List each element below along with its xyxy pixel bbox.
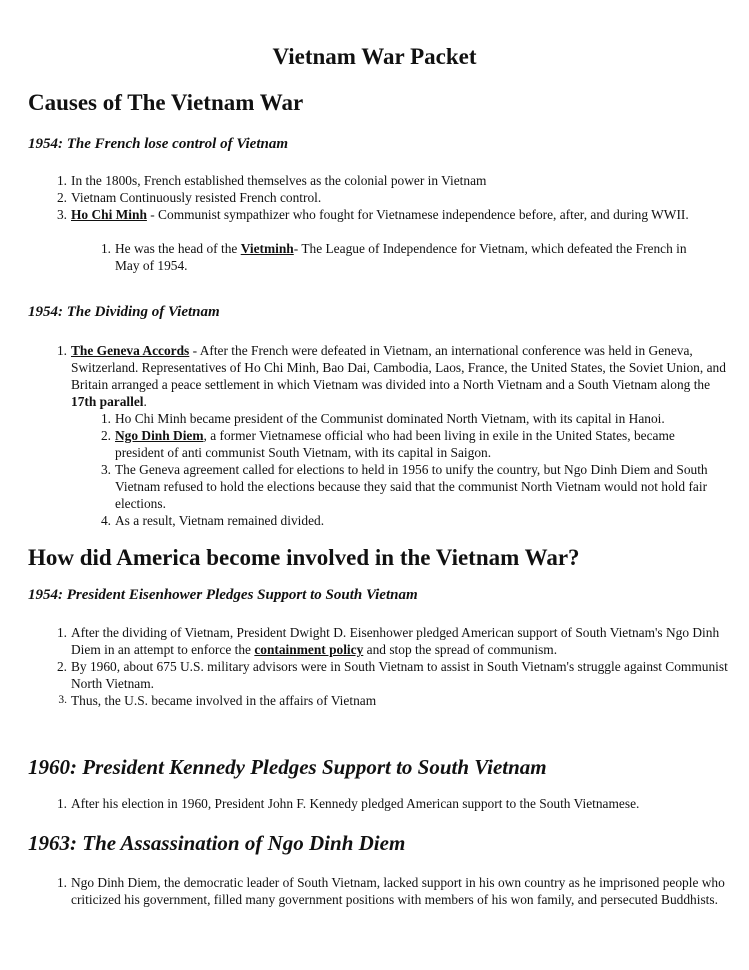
document-title: Vietnam War Packet	[272, 44, 477, 69]
section-heading-assassination: 1963: The Assassination of Ngo Dinh Diem	[28, 831, 406, 855]
subheading-french-lose-control: 1954: The French lose control of Vietnam	[28, 136, 289, 152]
list-item: 1. In the 1800s, French established themselves as the colonial power in Vietnam	[56, 173, 487, 188]
list-item: 2. Vietnam Continuously resisted French control.	[56, 190, 322, 205]
subheading-dividing-of-vietnam: 1954: The Dividing of Vietnam	[28, 304, 220, 320]
list-item: 3. Ho Chi Minh - Communist sympathizer who fought for Vietnamese independence before, after, and during WWII.	[56, 207, 689, 222]
list-item: 3. Thus, the U.S. became involved in the affairs of Vietnam	[58, 693, 377, 708]
term-containment-policy: containment policy	[254, 642, 364, 657]
subheading-eisenhower: 1954: President Eisenhower Pledges Support to South Vietnam	[28, 587, 418, 603]
list-item: 2. Ngo Dinh Diem, a former Vietnamese official who had been living in exile in the United States, became president of anti communist South Vietnam, with its capital in Saigon.	[100, 428, 675, 460]
section-heading-kennedy: 1960: President Kennedy Pledges Support to South Vietnam	[28, 755, 547, 779]
assassination-list	[56, 874, 726, 908]
list-item: 4. As a result, Vietnam remained divided.	[100, 513, 325, 528]
french-control-list	[56, 172, 721, 223]
list-item: 1. After the dividing of Vietnam, President Dwight D. Eisenhower pledged American support of South Vietnam's Ngo Dinh Diem in an attempt to enforce the containment policy and stop the spread of communism.	[56, 625, 720, 657]
dividing-sublist	[100, 410, 723, 529]
list-item: 1. After his election in 1960, President John F. Kennedy pledged American support to the South Vietnamese.	[56, 796, 640, 811]
list-item: 3. The Geneva agreement called for elections to held in 1956 to unify the country, but Ngo Dinh Diem and South Vietnam refused to hold the elections because they said that the communist North Vietnam would not hold fair elections.	[100, 462, 708, 511]
term-ho-chi-minh: Ho Chi Minh	[71, 207, 147, 222]
kennedy-list	[56, 795, 731, 812]
eisenhower-list	[56, 624, 731, 709]
term-17th-parallel: 17th parallel	[71, 394, 144, 409]
term-vietminh: Vietminh	[240, 241, 294, 256]
list-item: 1. He was the head of the Vietminh- The League of Independence for Vietnam, which defeated the French in May of 1954.	[100, 241, 687, 273]
list-item: 2. By 1960, about 675 U.S. military advisors were in South Vietnam to assist in South Vietnam's struggle against Communist North Vietnam.	[56, 659, 728, 691]
vietminh-sublist	[100, 240, 705, 274]
section-heading-causes: Causes of The Vietnam War	[28, 90, 304, 115]
term-ngo-dinh-diem: Ngo Dinh Diem	[115, 428, 204, 443]
term-geneva-accords: The Geneva Accords	[71, 343, 190, 358]
section-heading-america-involved: How did America become involved in the Vietnam War?	[28, 545, 580, 570]
list-item: 1. The Geneva Accords - After the French were defeated in Vietnam, an international conference was held in Geneva, Switzerland. Representatives of Ho Chi Minh, Bao Dai, Cambodia, Laos, France, the United States, the Soviet Union, and Britain arranged a peace settlement in which Vietnam was divided into a North Vietnam and a South Vietnam along the 17th parallel.	[56, 343, 726, 409]
list-item: 1. Ho Chi Minh became president of the Communist dominated North Vietnam, with its capital in Hanoi.	[100, 411, 665, 426]
dividing-list	[56, 342, 726, 410]
list-item: 1. Ngo Dinh Diem, the democratic leader of South Vietnam, lacked support in his own country as he imprisoned people who criticized his government, filled many government positions with members of his won family, and persecuted Buddhists.	[56, 875, 725, 907]
